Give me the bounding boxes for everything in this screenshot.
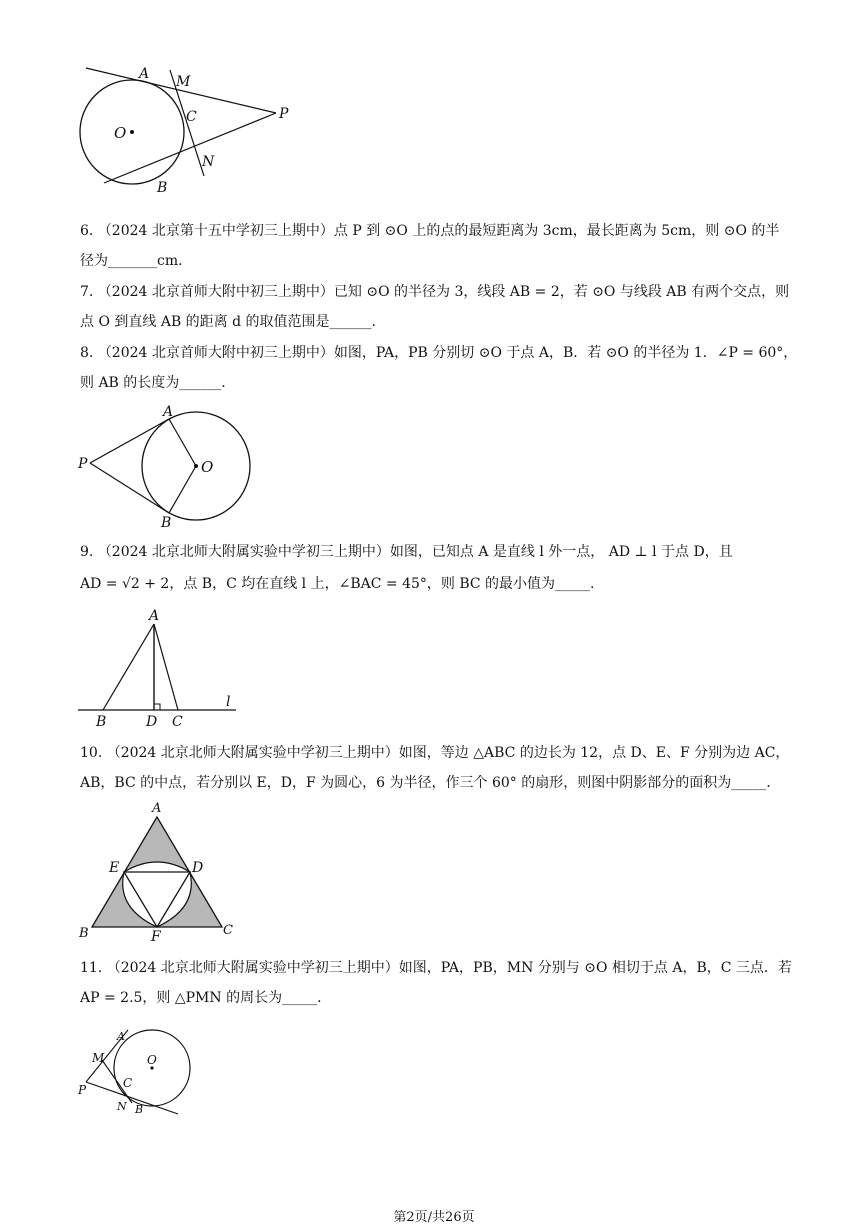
question-7-line-2: 点 O 到直线 AB 的距离 d 的取值范围是______.	[80, 314, 376, 330]
label-e: E	[109, 860, 120, 876]
label-o: O	[147, 1053, 157, 1067]
label-c: C	[172, 714, 183, 730]
question-10-line-1: 10. （2024 北京北师大附属实验中学初三上期中）如图，等边 △ABC 的边长为 12，点 D、E、F 分别为边 AC，	[80, 745, 790, 761]
question-6-line-1: 6. （2024 北京第十五中学初三上期中）点 P 到 ⊙O 上的点的最短距离为 3cm，最长距离为 5cm，则 ⊙O 的半	[80, 223, 780, 239]
label-b: B	[161, 515, 172, 531]
question-11-line-1: 11. （2024 北京北师大附属实验中学初三上期中）如图，PA，PB，MN 分别与 ⊙O 相切于点 A，B，C 三点．若	[80, 960, 792, 976]
label-a: A	[149, 608, 160, 624]
label-l: l	[226, 694, 231, 710]
question-10-line-2: AB，BC 的中点，若分别以 E，D，F 为圆心，6 为半径，作三个 60° 的扇形，则图中阴影部分的面积为_____.	[80, 775, 771, 791]
label-a: A	[163, 404, 174, 420]
label-a: A	[117, 1030, 125, 1043]
label-d: D	[146, 714, 158, 730]
label-m: M	[176, 74, 191, 90]
label-c: C	[186, 109, 197, 125]
label-n: N	[202, 154, 215, 170]
label-d: D	[192, 860, 204, 876]
label-b: B	[135, 1103, 144, 1116]
label-n: N	[117, 1100, 127, 1113]
label-f: F	[151, 929, 161, 945]
label-a: A	[152, 801, 162, 816]
label-c: C	[223, 923, 233, 938]
label-c: C	[123, 1076, 133, 1090]
label-o: O	[114, 124, 127, 142]
question-7-line-1: 7. （2024 北京首师大附中初三上期中）已知 ⊙O 的半径为 3，线段 AB = 2，若 ⊙O 与线段 AB 有两个交点，则	[80, 284, 790, 300]
label-p: P	[78, 1083, 87, 1097]
label-p: P	[279, 106, 289, 122]
question-8-line-1: 8. （2024 北京首师大附中初三上期中）如图，PA，PB 分别切 ⊙O 于点 A，B．若 ⊙O 的半径为 1．∠P = 60°，	[80, 345, 798, 361]
label-a: A	[139, 66, 150, 82]
label-m: M	[92, 1051, 105, 1065]
question-11-line-2: AP = 2.5，则 △PMN 的周长为_____.	[80, 990, 322, 1006]
question-9-line-1: 9. （2024 北京北师大附属实验中学初三上期中）如图，已知点 A 是直线 l 外一点， AD ⊥ l 于点 D，且	[80, 544, 733, 560]
label-o: O	[201, 458, 214, 476]
label-b: B	[157, 180, 168, 196]
label-b: B	[79, 926, 89, 941]
label-b: B	[96, 714, 107, 730]
page-footer: 第2页/共26页	[393, 1210, 475, 1225]
question-9-line-2: AD = √2 + 2，点 B，C 均在直线 l 上，∠BAC = 45°，则 BC 的最小值为_____.	[80, 576, 595, 592]
label-p: P	[78, 456, 88, 472]
question-8-line-2: 则 AB 的长度为______.	[80, 375, 226, 391]
question-6-line-2: 径为_______cm.	[80, 253, 183, 269]
